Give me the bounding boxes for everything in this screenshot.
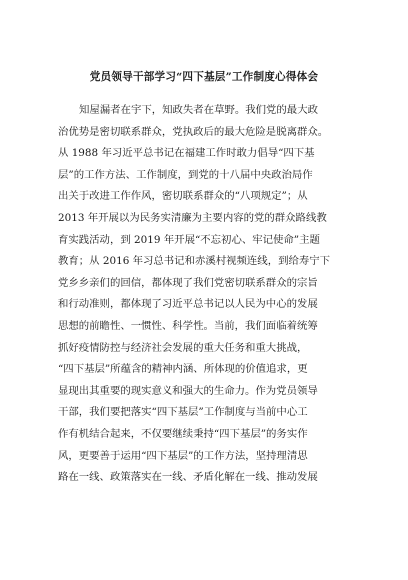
body-line: 显现出其重要的现实意义和强大的生命力。作为党员领导 (58, 384, 318, 397)
body-line: 抓好疫情防控与经济社会发展的重大任务和重大挑战， (58, 341, 308, 354)
body-line: 层”的工作方法、工作制度，到党的十八届中央政治局作 (58, 168, 313, 181)
body-line: 从 1988 年习近平总书记在福建工作时敢力倡导“四下基 (58, 147, 315, 160)
body-line: 2013 年开展以为民务实清廉为主要内容的党的群众路线教 (58, 211, 327, 224)
body-line: 党乡乡亲们的回信，都体现了我们党密切联系群众的宗旨 (58, 276, 318, 289)
body-line: 知屋漏者在宇下，知政失者在草野。我们党的最大政 (79, 104, 318, 116)
body-line: “四下基层”所蕴含的精神内涵、所体现的价值追求，更 (58, 363, 308, 376)
body-line: 风，更要善于运用“四下基层”的工作方法，坚持理清思 (58, 449, 308, 462)
body-line: 和行动准则，都体现了习近平总书记以人民为中心的发展 (58, 298, 318, 311)
body-line: 路在一线、政策落实在一线、矛盾化解在一线、推动发展 (58, 471, 318, 484)
body-line: 教育；从 2016 年习总书记和赤溪村视频连线，到给寿宁下 (58, 255, 331, 268)
body-line: 出关于改进工作作风，密切联系群众的“八项规定”；从 (58, 190, 308, 203)
body-line: 思想的前瞻性、一惯性、科学性。当前，我们面临着统筹 (58, 319, 318, 332)
document-title: 党员领导干部学习“四下基层”工作制度心得体会 (89, 71, 319, 83)
body-line: 育实践活动，到 2019 年开展“不忘初心、牢记使命”主题 (58, 233, 320, 246)
body-line: 作有机结合起来，不仅要继续秉持“四下基层”的务实作 (58, 427, 308, 440)
body-line: 治优势是密切联系群众，党执政后的最大危险是脱离群众。 (58, 125, 329, 138)
document-body (58, 100, 350, 489)
body-line: 干部，我们要把落实“四下基层”工作制度与当前中心工 (58, 406, 308, 419)
